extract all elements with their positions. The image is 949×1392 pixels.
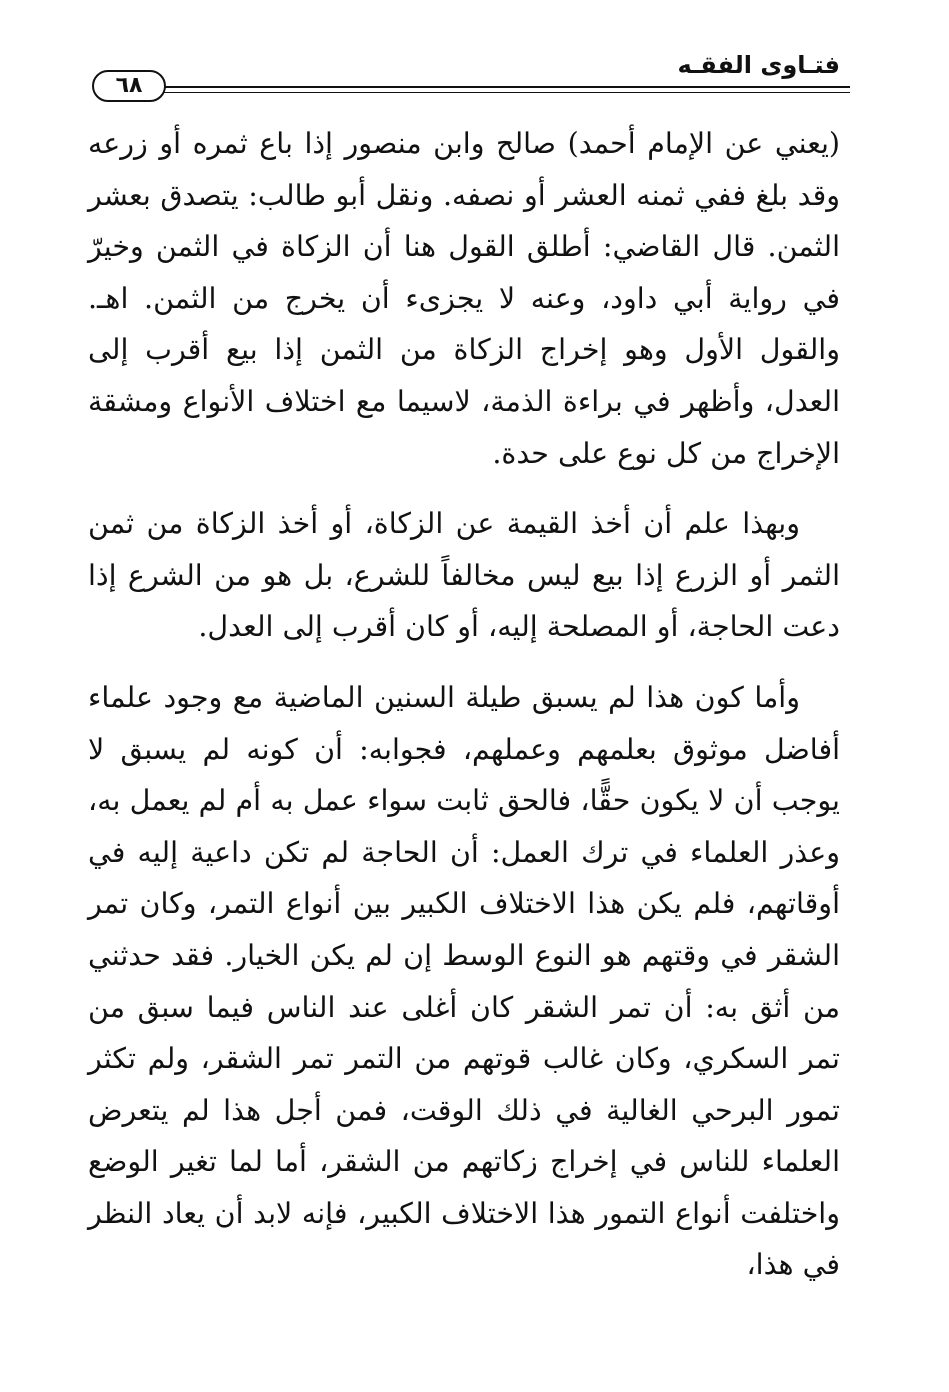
paragraph: (يعني عن الإمام أحمد) صالح وابن منصور إذا باع ثمره أو زرعه وقد بلغ ففي ثمنه العشر أو نصفه. ونقل أبو طالب: يتصدق بعشر الثمن. قال القاضي: أطلق القول هنا أن الزكاة في الثمن وخيرّ في رواية أبي داود، وعنه لا يجزىء أن يخرج من الثمن. اهـ. والقول الأول وهو إخراج الزكاة من الثمن إذا بيع أقرب إلى العدل، وأظهر في براءة الذمة، لاسيما مع اختلاف الأنواع ومشقة الإخراج من كل نوع على حدة. xyxy=(88,127,840,470)
paragraph: وأما كون هذا لم يسبق طيلة السنين الماضية مع وجود علماء أفاضل موثوق بعلمهم وعملهم، فجوابه: أن كونه لم يسبق لا يوجب أن لا يكون حقًّا، فالحق ثابت سواء عمل به أم لم يعمل به، وعذر العلماء في ترك العمل: أن الحاجة لم تكن داعية إليه في أوقاتهم، فلم يكن هذا الاختلاف الكبير بين أنواع التمر، وكان تمر الشقر في وقتهم هو النوع الوسط إن لم يكن الخيار. فقد حدثني من أثق به: أن تمر الشقر كان أغلى عند الناس فيما سبق من تمر السكري، وكان غالب قوتهم من التمر تمر الشقر، ولم تكثر تمور البرحي الغالية في ذلك الوقت، فمن أجل هذا لم يتعرض العلماء للناس في إخراج زكاتهم من الشقر، أما لما تغير الوضع واختلفت أنواع التمور هذا الاختلاف الكبير، فإنه لابد أن يعاد النظر في هذا، xyxy=(88,680,840,1282)
header-rule-top xyxy=(162,86,850,88)
running-title: فتـاوى الفقـه xyxy=(677,51,840,79)
header-rule-bottom xyxy=(162,92,850,93)
page-body xyxy=(88,118,840,1291)
page-number-badge: ٦٨ xyxy=(92,70,166,102)
page-header xyxy=(80,48,850,108)
paragraph: وبهذا علم أن أخذ القيمة عن الزكاة، أو أخذ الزكاة من ثمن الثمر أو الزرع إذا بيع ليس مخالفاً للشرع، بل هو من الشرع إذا دعت الحاجة، أو المصلحة إليه، أو كان أقرب إلى العدل. xyxy=(88,507,840,644)
